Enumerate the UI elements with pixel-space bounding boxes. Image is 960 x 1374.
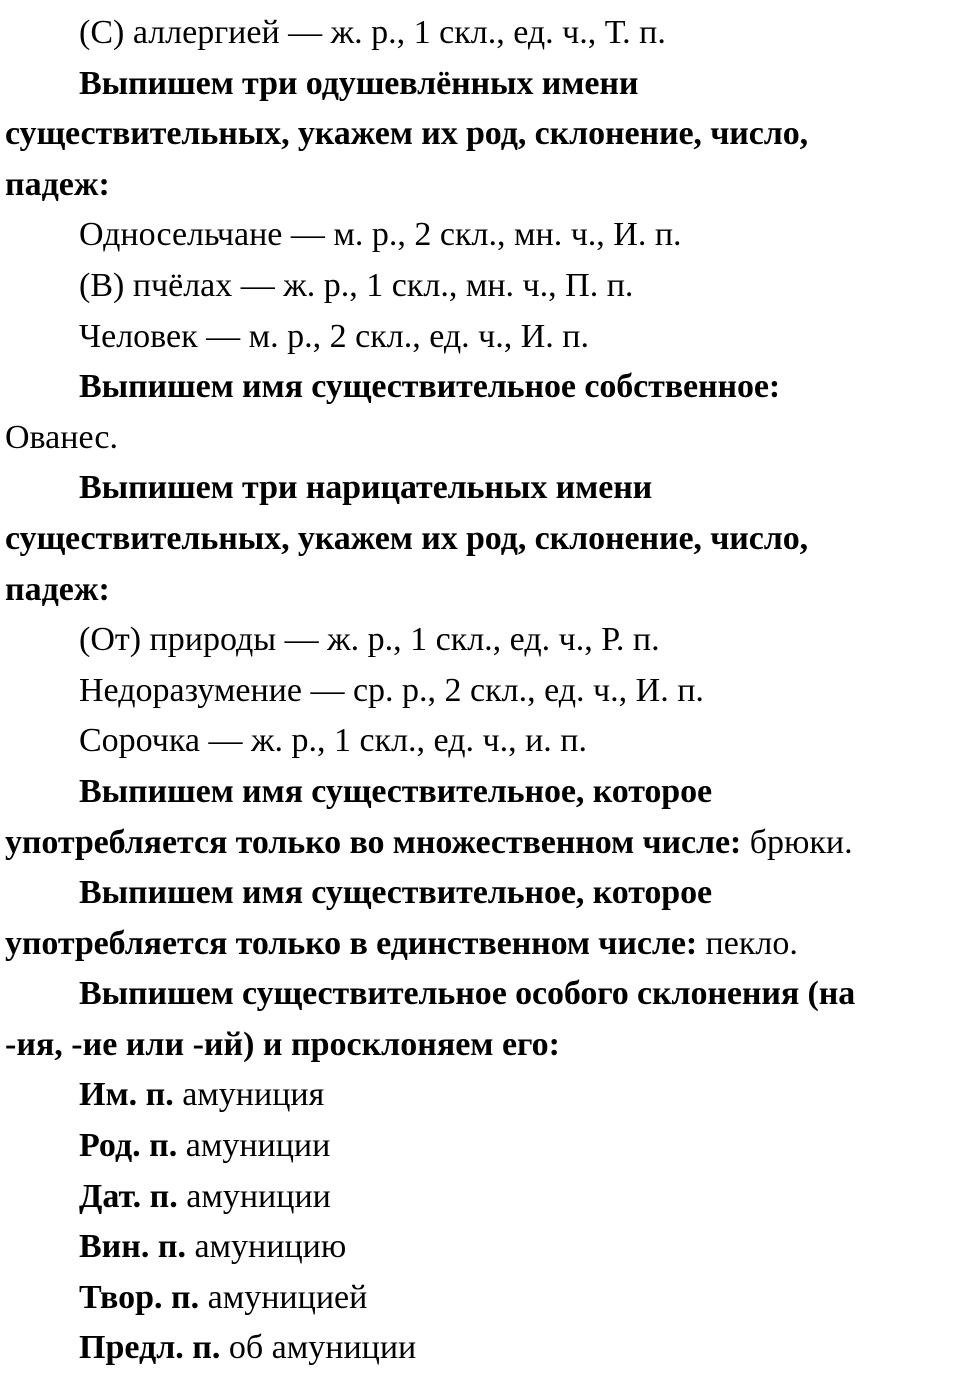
- task-heading-special-declension: [5, 969, 960, 1020]
- heading-text: употребляется только во множественном числе:: [5, 823, 742, 861]
- answer-text: брюки.: [741, 823, 853, 861]
- entry-text: (От) природы — ж. р., 1 скл., ед. ч., Р. п.: [79, 621, 660, 659]
- case-row-instrumental: [5, 1273, 960, 1324]
- heading-text: Выпишем имя существительное, которое: [79, 874, 712, 912]
- case-row-nominative: [5, 1070, 960, 1121]
- answer-line-ovanes: [5, 413, 960, 464]
- entry-line-prirody: [5, 615, 960, 666]
- task-heading-plural-only-cont: [5, 818, 960, 869]
- case-form: амуницию: [185, 1228, 347, 1266]
- entry-text: (В) пчёлах — ж. р., 1 скл., мн. ч., П. п.: [79, 266, 634, 304]
- heading-text: существительных, укажем их род, склонение, число,: [5, 519, 809, 557]
- heading-text: Выпишем существительное особого склонения (на: [79, 975, 856, 1013]
- task-heading-special-declension-cont: [5, 1020, 960, 1071]
- case-label: Дат. п.: [79, 1177, 178, 1215]
- case-row-dative: [5, 1172, 960, 1223]
- heading-text: употребляется только в единственном числе:: [5, 924, 698, 962]
- heading-text: Выпишем имя существительное, которое: [79, 772, 712, 810]
- task-heading-singular-only-cont: [5, 919, 960, 970]
- task-heading-animate-nouns-end: [5, 160, 960, 211]
- answer-text: пекло.: [697, 924, 798, 962]
- heading-text: падеж:: [5, 165, 110, 203]
- task-heading-animate-nouns: [5, 59, 960, 110]
- entry-line-nedorazumenie: [5, 666, 960, 717]
- heading-text: Выпишем три одушевлённых имени: [79, 64, 639, 102]
- entry-line-pchelakh: [5, 261, 960, 312]
- entry-line-chelovek: [5, 312, 960, 363]
- task-heading-animate-nouns-cont: [5, 109, 960, 160]
- heading-text: существительных, укажем их род, склонение, число,: [5, 115, 809, 153]
- entry-text: (С) аллергией — ж. р., 1 скл., ед. ч., Т. п.: [79, 14, 666, 51]
- document-page: [5, 8, 960, 1374]
- case-row-genitive: [5, 1121, 960, 1172]
- case-form: амуниции: [177, 1177, 331, 1215]
- task-heading-common-nouns-end: [5, 565, 960, 616]
- case-form: амуницией: [199, 1278, 368, 1316]
- task-heading-common-nouns: [5, 463, 960, 514]
- entry-text: Недоразумение — ср. р., 2 скл., ед. ч., И. п.: [79, 671, 704, 709]
- task-heading-plural-only: [5, 767, 960, 818]
- entry-line-allergiei: [5, 8, 960, 59]
- case-row-prepositional: [5, 1323, 960, 1374]
- case-form: амуниция: [173, 1076, 325, 1114]
- entry-text: Сорочка — ж. р., 1 скл., ед. ч., и. п.: [79, 722, 587, 760]
- heading-text: Выпишем имя существительное собственное:: [79, 368, 781, 406]
- heading-text: падеж:: [5, 570, 110, 608]
- case-label: Род. п.: [79, 1127, 178, 1165]
- entry-text: Человек — м. р., 2 скл., ед. ч., И. п.: [79, 317, 589, 355]
- case-form: об амуниции: [220, 1329, 417, 1367]
- case-row-accusative: [5, 1222, 960, 1273]
- heading-text: -ия, -ие или -ий) и просклоняем его:: [5, 1025, 560, 1063]
- entry-line-sorochka: [5, 716, 960, 767]
- entry-text: Односельчане — м. р., 2 скл., мн. ч., И. п.: [79, 216, 682, 254]
- task-heading-common-nouns-cont: [5, 514, 960, 565]
- entry-line-odnoselchane: [5, 210, 960, 261]
- task-heading-singular-only: [5, 868, 960, 919]
- case-label: Предл. п.: [79, 1329, 221, 1367]
- case-label: Им. п.: [79, 1076, 174, 1114]
- case-form: амуниции: [177, 1127, 331, 1165]
- answer-text: Ованес.: [5, 418, 118, 456]
- task-heading-proper-noun: [5, 362, 960, 413]
- heading-text: Выпишем три нарицательных имени: [79, 469, 653, 507]
- case-label: Вин. п.: [79, 1228, 186, 1266]
- case-label: Твор. п.: [79, 1278, 200, 1316]
